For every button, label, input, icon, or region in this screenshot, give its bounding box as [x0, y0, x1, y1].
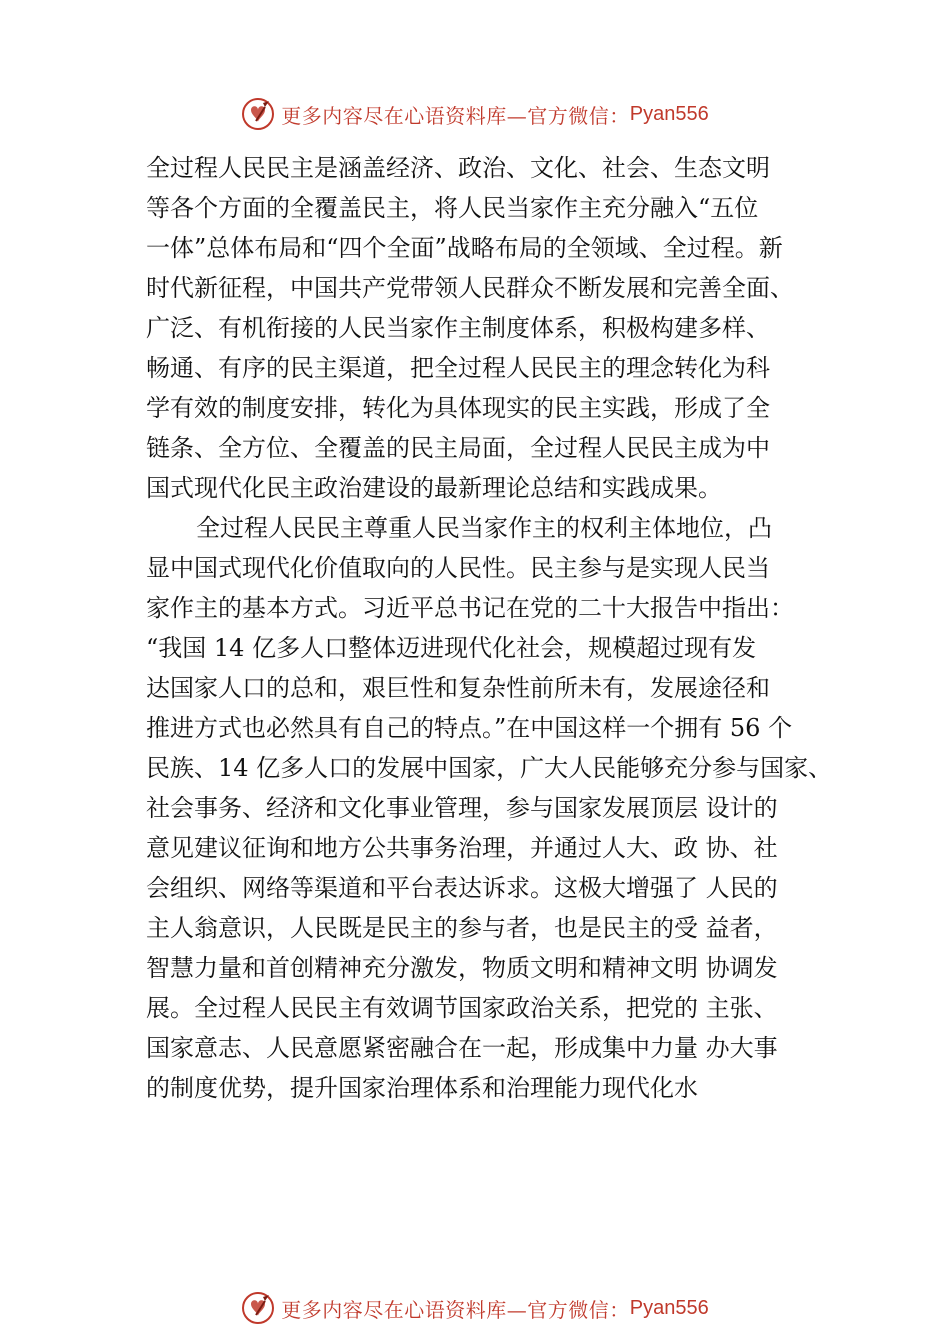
paragraph-line: 的制度优势，提升国家治理体系和治理能力现代化水: [146, 1074, 698, 1102]
header-wechat-id: Pyan556: [629, 102, 709, 125]
paragraph-line: 链条、全方位、全覆盖的民主局面，全过程人民民主成为中: [146, 434, 770, 462]
paragraph-line: 显中国式现代化价值取向的人民性。民主参与是实现人民当: [146, 554, 770, 582]
heart-pen-logo-icon: [241, 1291, 275, 1325]
heart-pen-logo-icon: [241, 97, 275, 131]
paragraph-line: 达国家人口的总和，艰巨性和复杂性前所未有，发展途径和: [146, 674, 770, 702]
paragraph-line: 广泛、有机衔接的人民当家作主制度体系，积极构建多样、: [146, 314, 770, 342]
paragraph-line: 全过程人民民主是涵盖经济、政治、文化、社会、生态文明: [146, 154, 770, 182]
paragraph-line: 会组织、网络等渠道和平台表达诉求。这极大增强了 人民的: [146, 874, 778, 902]
footer-wechat-id: Pyan556: [629, 1296, 709, 1319]
paragraph-line: 智慧力量和首创精神充分激发，物质文明和精神文明 协调发: [146, 954, 778, 982]
document-body: [146, 148, 846, 1108]
paragraph-line: 家作主的基本方式。习近平总书记在党的二十大报告中指出：: [146, 594, 794, 622]
paragraph-line: 展。全过程人民民主有效调节国家政治关系，把党的 主张、: [146, 994, 778, 1022]
header-banner-text: 更多内容尽在心语资料库—官方微信：: [281, 103, 630, 128]
paragraph-line: 畅通、有序的民主渠道，把全过程人民民主的理念转化为科: [146, 354, 770, 382]
header-banner: [0, 94, 950, 134]
paragraph-line: 国式现代化民主政治建设的最新理论总结和实践成果。: [146, 474, 722, 502]
paragraph-line: 社会事务、经济和文化事业管理，参与国家发展顶层 设计的: [146, 794, 778, 822]
paragraph-line: 一体”总体布局和“四个全面”战略布局的全领域、全过程。新: [146, 234, 783, 262]
paragraph-line: 推进方式也必然具有自己的特点。”在中国这样一个拥有 56 个: [146, 714, 793, 742]
paragraph-line: 学有效的制度安排，转化为具体现实的民主实践，形成了全: [146, 394, 770, 422]
paragraph-line: 民族、14 亿多人口的发展中国家，广大人民能够充分参与国家、: [146, 754, 833, 782]
paragraph-line: 等各个方面的全覆盖民主，将人民当家作主充分融入“五位: [146, 194, 759, 222]
paragraph-line: “我国 14 亿多人口整体迈进现代化社会，规模超过现有发: [146, 634, 757, 662]
paragraph-line: 国家意志、人民意愿紧密融合在一起，形成集中力量 办大事: [146, 1034, 778, 1062]
paragraph-line: 主人翁意识，人民既是民主的参与者，也是民主的受 益者，: [146, 914, 778, 942]
footer-banner: [0, 1288, 950, 1328]
footer-banner-text: 更多内容尽在心语资料库—官方微信：: [281, 1297, 630, 1322]
paragraph-line: 全过程人民民主尊重人民当家作主的权利主体地位，凸: [196, 514, 772, 542]
paragraph-line: 意见建议征询和地方公共事务治理，并通过人大、政 协、社: [146, 834, 778, 862]
paragraph-line: 时代新征程，中国共产党带领人民群众不断发展和完善全面、: [146, 274, 794, 302]
